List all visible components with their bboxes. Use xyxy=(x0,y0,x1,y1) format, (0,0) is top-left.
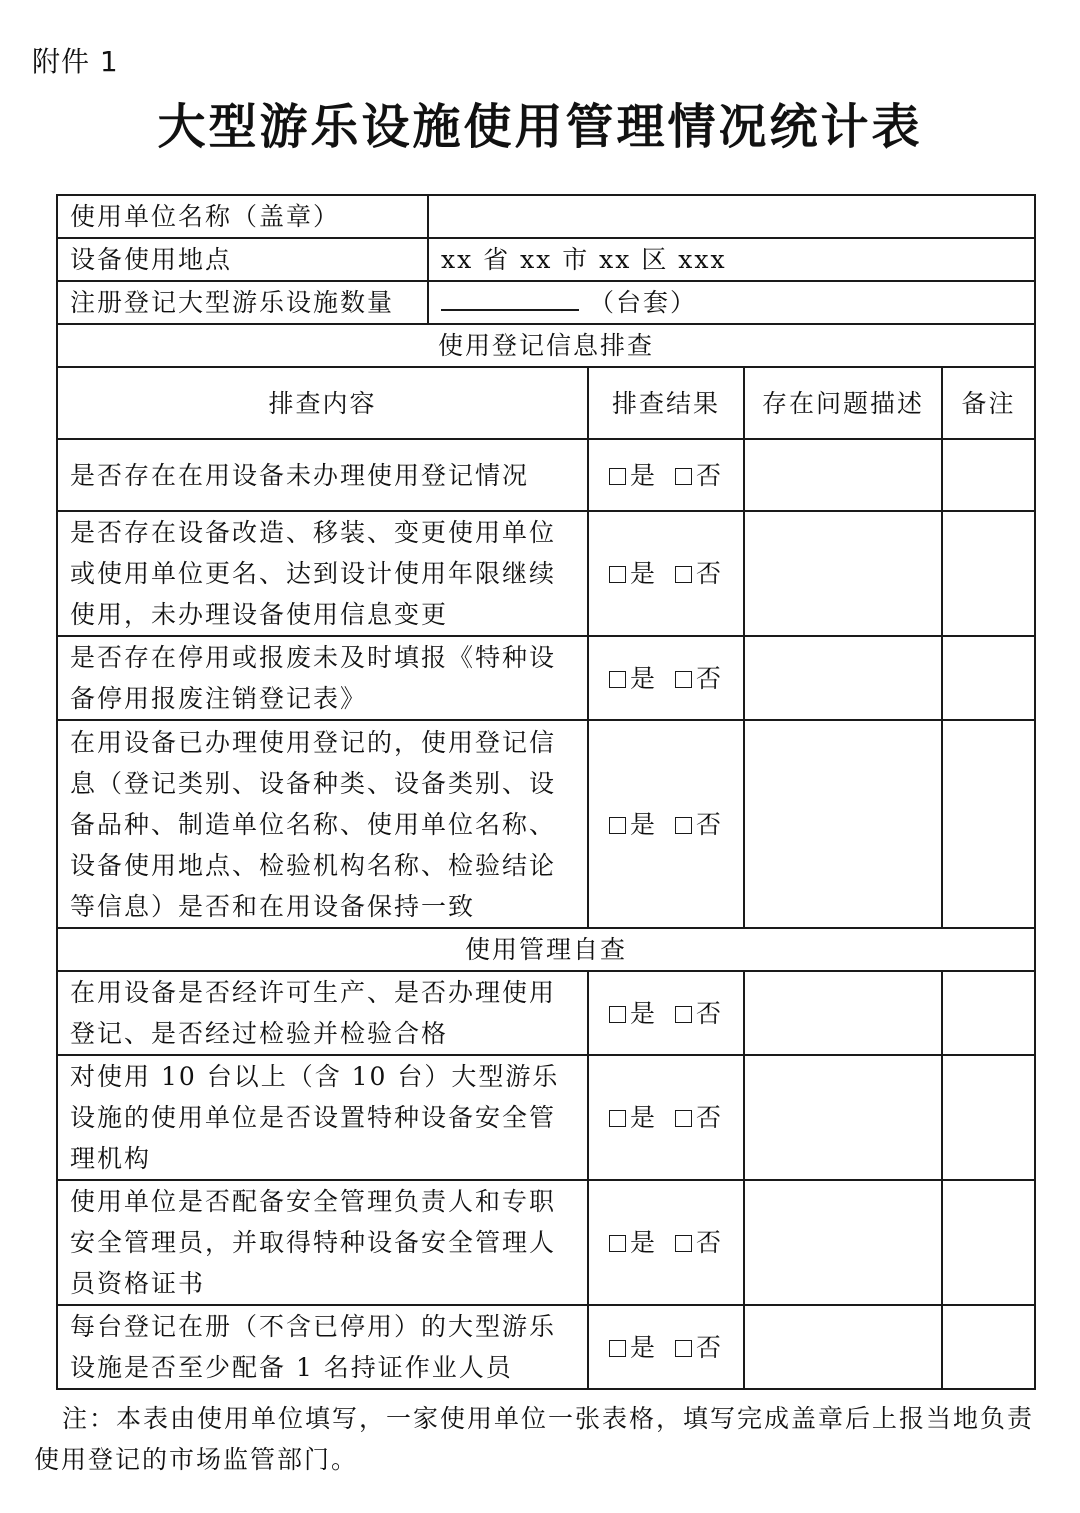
issue-description-cell[interactable] xyxy=(744,971,942,1055)
yes-label: 是 xyxy=(629,460,657,490)
yes-label: 是 xyxy=(629,998,657,1028)
count-field[interactable] xyxy=(428,281,1035,324)
footnote-line-2: 使用登记的市场监管部门。 xyxy=(34,1445,359,1474)
check-item-text: 在用设备已办理使用登记的，使用登记信息（登记类别、设备种类、设备类别、设备品种、制造单位名称、使用单位名称、设备使用地点、检验机构名称、检验结论等信息）是否和在用设备保持一致 xyxy=(57,720,588,928)
no-checkbox[interactable] xyxy=(675,1110,692,1127)
count-suffix: （台套） xyxy=(589,288,698,317)
section-management-title: 使用管理自查 xyxy=(57,928,1035,971)
column-header-row xyxy=(57,367,1035,439)
table-row xyxy=(57,1305,1035,1389)
check-result-cell xyxy=(588,439,744,511)
issue-description-cell[interactable] xyxy=(744,1305,942,1389)
no-label: 否 xyxy=(696,1332,724,1362)
check-item-text: 对使用 10 台以上（含 10 台）大型游乐设施的使用单位是否设置特种设备安全管理机构 xyxy=(57,1055,588,1180)
yes-checkbox[interactable] xyxy=(609,1006,626,1023)
issue-description-cell[interactable] xyxy=(744,720,942,928)
no-label: 否 xyxy=(696,559,724,588)
remark-cell[interactable] xyxy=(942,720,1035,928)
col-header-remark: 备注 xyxy=(942,367,1035,439)
yes-label: 是 xyxy=(629,809,657,839)
unit-name-field[interactable] xyxy=(428,195,1035,238)
check-item-text: 是否存在在用设备未办理使用登记情况 xyxy=(57,439,588,511)
check-item-text: 每台登记在册（不含已停用）的大型游乐设施是否至少配备 1 名持证作业人员 xyxy=(57,1305,588,1389)
table-row xyxy=(57,1180,1035,1305)
no-checkbox[interactable] xyxy=(675,1006,692,1023)
table-row xyxy=(57,636,1035,720)
remark-cell[interactable] xyxy=(942,1180,1035,1305)
yes-checkbox[interactable] xyxy=(609,1340,626,1357)
unit-name-label: 使用单位名称（盖章） xyxy=(57,195,428,238)
no-checkbox[interactable] xyxy=(675,468,692,485)
remark-cell[interactable] xyxy=(942,1055,1035,1180)
yes-label: 是 xyxy=(629,559,657,588)
table-row xyxy=(57,720,1035,928)
check-result-cell xyxy=(588,511,744,636)
check-item-text: 是否存在设备改造、移装、变更使用单位或使用单位更名、达到设计使用年限继续使用，未办理设备使用信息变更 xyxy=(57,511,588,636)
section-registration-title: 使用登记信息排查 xyxy=(57,324,1035,367)
footnote-line-1: 注：本表由使用单位填写，一家使用单位一张表格，填写完成盖章后上报当地负责 xyxy=(62,1404,1035,1433)
issue-description-cell[interactable] xyxy=(744,636,942,720)
yes-label: 是 xyxy=(629,663,657,693)
remark-cell[interactable] xyxy=(942,971,1035,1055)
no-checkbox[interactable] xyxy=(675,671,692,688)
check-item-text: 是否存在停用或报废未及时填报《特种设备停用报废注销登记表》 xyxy=(57,636,588,720)
check-item-text: 在用设备是否经许可生产、是否办理使用登记、是否经过检验并检验合格 xyxy=(57,971,588,1055)
count-blank[interactable] xyxy=(441,283,579,311)
yes-label: 是 xyxy=(629,1228,657,1257)
no-checkbox[interactable] xyxy=(675,566,692,583)
col-header-content: 排查内容 xyxy=(57,367,588,439)
check-item-text: 使用单位是否配备安全管理负责人和专职安全管理员，并取得特种设备安全管理人员资格证书 xyxy=(57,1180,588,1305)
no-label: 否 xyxy=(696,998,724,1028)
check-result-cell xyxy=(588,1055,744,1180)
footnote xyxy=(34,1398,1054,1480)
issue-description-cell[interactable] xyxy=(744,1180,942,1305)
count-row xyxy=(57,281,1035,324)
no-label: 否 xyxy=(696,1228,724,1257)
no-label: 否 xyxy=(696,460,724,490)
table-row xyxy=(57,439,1035,511)
issue-description-cell[interactable] xyxy=(744,511,942,636)
remark-cell[interactable] xyxy=(942,1305,1035,1389)
check-result-cell xyxy=(588,720,744,928)
col-header-result: 排查结果 xyxy=(588,367,744,439)
location-label: 设备使用地点 xyxy=(57,238,428,281)
statistics-table xyxy=(56,194,1036,1390)
yes-checkbox[interactable] xyxy=(609,671,626,688)
issue-description-cell[interactable] xyxy=(744,1055,942,1180)
attachment-label: 附件 1 xyxy=(32,45,119,78)
issue-description-cell[interactable] xyxy=(744,439,942,511)
col-header-issue: 存在问题描述 xyxy=(744,367,942,439)
table-row xyxy=(57,511,1035,636)
remark-cell[interactable] xyxy=(942,636,1035,720)
table-row xyxy=(57,971,1035,1055)
check-result-cell xyxy=(588,1180,744,1305)
section-management-row xyxy=(57,928,1035,971)
check-result-cell xyxy=(588,636,744,720)
location-field[interactable]: xx 省 xx 市 xx 区 xxx xyxy=(428,238,1035,281)
yes-checkbox[interactable] xyxy=(609,468,626,485)
unit-name-row xyxy=(57,195,1035,238)
no-label: 否 xyxy=(696,1103,724,1132)
no-checkbox[interactable] xyxy=(675,1235,692,1252)
check-result-cell xyxy=(588,971,744,1055)
remark-cell[interactable] xyxy=(942,511,1035,636)
yes-label: 是 xyxy=(629,1332,657,1362)
no-checkbox[interactable] xyxy=(675,1340,692,1357)
section-registration-row xyxy=(57,324,1035,367)
no-label: 否 xyxy=(696,809,724,839)
table-row xyxy=(57,1055,1035,1180)
location-row xyxy=(57,238,1035,281)
yes-checkbox[interactable] xyxy=(609,817,626,834)
yes-checkbox[interactable] xyxy=(609,1235,626,1252)
check-result-cell xyxy=(588,1305,744,1389)
remark-cell[interactable] xyxy=(942,439,1035,511)
no-label: 否 xyxy=(696,663,724,693)
no-checkbox[interactable] xyxy=(675,817,692,834)
yes-checkbox[interactable] xyxy=(609,566,626,583)
page-title: 大型游乐设施使用管理情况统计表 xyxy=(157,99,923,155)
yes-label: 是 xyxy=(629,1103,657,1132)
yes-checkbox[interactable] xyxy=(609,1110,626,1127)
count-label: 注册登记大型游乐设施数量 xyxy=(57,281,428,324)
